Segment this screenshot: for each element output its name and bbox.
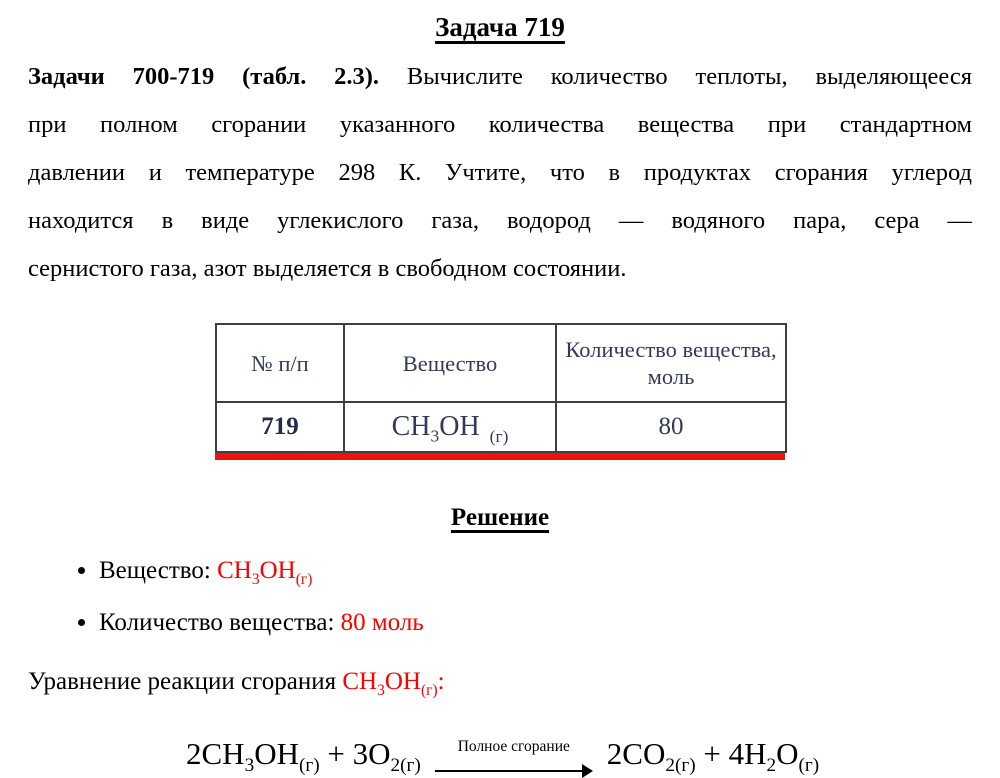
table-cell-number: 719 [216,402,344,452]
document-page [0,12,1000,777]
formula-part: CH [342,668,378,695]
formula-part: CH [217,557,252,584]
problem-statement-line [28,53,972,101]
formula-state-subscript: (г) [298,755,320,777]
bullet1-formula [217,557,313,588]
solution-bullet-list [0,556,1000,638]
right-arrow-icon [435,757,593,775]
table-header-substance: Вещество [344,324,556,402]
formula-subscript: 2(г) [665,755,696,777]
combustion-equation-intro [28,668,1000,699]
reaction-arrow [435,736,593,775]
reaction-rhs [606,736,820,777]
equation-intro-formula [342,668,445,699]
formula-part: O [776,736,799,771]
formula-state-subscript: (г) [295,571,313,588]
problem-intro-bold: Задачи 700-719 (табл. 2.3). [28,63,380,90]
table-header-row [216,324,786,402]
problem-title [0,12,1000,43]
solution-bullet-substance [99,556,1000,586]
formula-state-subscript: (г) [489,426,509,446]
formula-state-subscript: (г) [798,755,820,777]
problem-statement-line: сернистого газа, азот выделяется в свободном состоянии. [28,255,627,282]
bullet2-label: Количество вещества: [99,609,341,636]
equation-intro-colon: : [437,668,445,695]
formula-subscript: 3 [377,682,385,699]
formula-part: 2CH [186,736,245,771]
formula-subscript: 3 [244,755,255,777]
formula-part: CH [391,411,431,442]
formula-part: OH [254,736,299,771]
table-data-row [216,402,786,452]
problem-title-text: Задача 719 [435,12,565,42]
combustion-reaction-equation [186,736,819,775]
solution-bullet-amount [99,608,1000,638]
plus-sign: + [695,736,729,771]
reaction-arrow-label: Полное сгорание [457,738,570,755]
formula-subscript: 2(г) [390,755,421,777]
table-cell-substance [344,402,556,452]
bullet1-label: Вещество: [99,557,218,584]
problem-line1-rest: Вычислите количество теплоты, выделяющееся [379,63,972,90]
formula-part: 4H [728,736,767,771]
solution-heading [0,504,1000,532]
substance-table-block [215,323,785,460]
plus-sign: + [319,736,353,771]
table-header-amount: Количество вещества, моль [556,324,786,402]
formula-subscript: 2 [766,755,777,777]
problem-statement-line: при полном сгорании указанного количества вещества при стандартном [28,111,972,138]
problem-statement-line: находится в виде углекислого газа, водород — водяного пара, сера — [28,207,972,234]
formula-part: OH [384,668,421,695]
formula-subscript: 3 [251,571,260,588]
table-red-underline [215,453,785,460]
problem-statement [28,53,972,293]
table-cell-amount: 80 [556,402,786,452]
problem-statement-line: давлении и температуре 298 К. Учтите, что в продуктах сгорания углерод [28,159,972,186]
solution-heading-text: Решение [450,504,550,531]
formula-part: OH [439,411,480,442]
formula-part: 3O [352,736,391,771]
substance-table [215,323,787,453]
reaction-lhs [186,736,421,777]
equation-intro-label: Уравнение реакции сгорания [28,668,343,695]
formula-state-subscript: (г) [420,682,438,699]
formula-part: 2CO [606,736,666,771]
table-header-number: № п/п [216,324,344,402]
formula-part: OH [259,557,296,584]
formula-subscript: 3 [430,426,440,446]
bullet2-value: 80 моль [340,609,424,636]
